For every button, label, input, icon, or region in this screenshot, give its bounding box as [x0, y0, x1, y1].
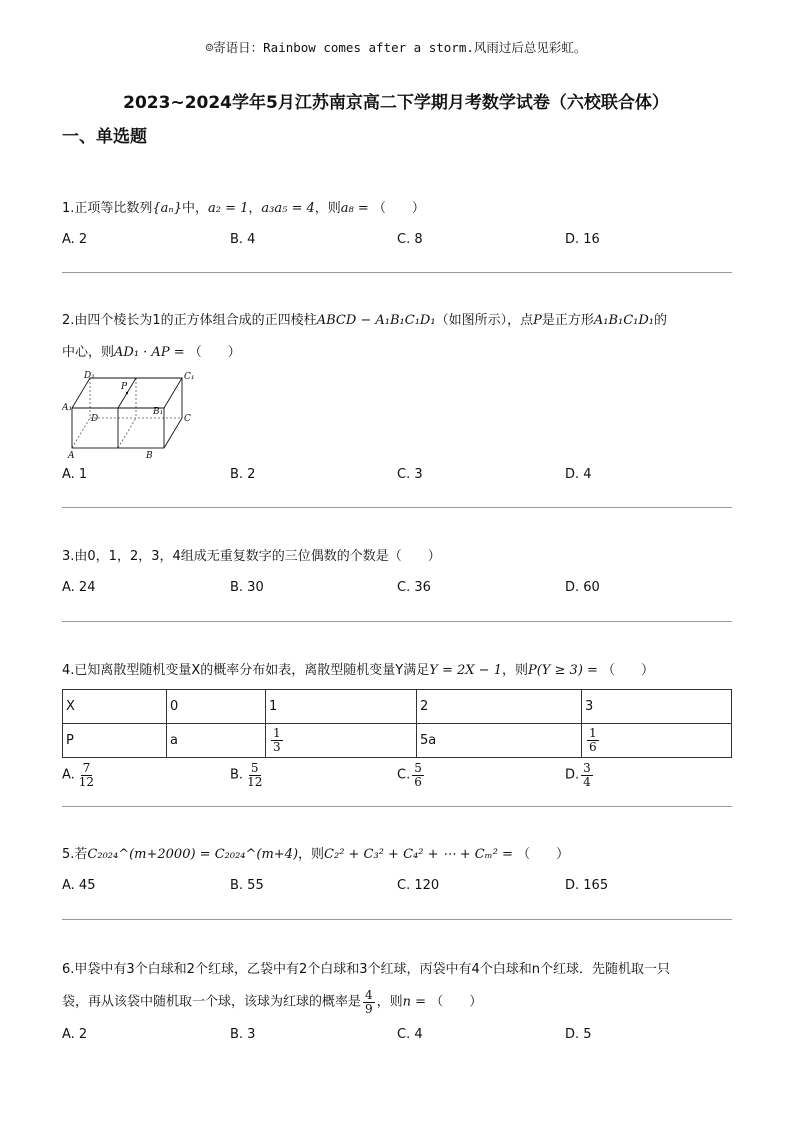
- question-6: [62, 961, 742, 1042]
- table-cell: a: [167, 724, 266, 758]
- option-b[interactable]: B. 3: [230, 1027, 256, 1042]
- question-6-options: [62, 1027, 742, 1047]
- question-5-options: [62, 878, 742, 898]
- table-row: [63, 724, 732, 758]
- question-3: [62, 548, 742, 595]
- question-1: [62, 200, 742, 247]
- question-4: [62, 662, 742, 680]
- divider: [62, 507, 732, 508]
- label-C1: C₁: [184, 372, 195, 382]
- option-c[interactable]: C. 8: [397, 232, 423, 247]
- label-A1: A₁: [62, 403, 73, 413]
- option-a[interactable]: A. $\frac{7}{12}$: [62, 761, 95, 789]
- motto-line: ☺寄语日：Rainbow comes after a storm.风雨过后总见彩虹。: [205, 40, 587, 55]
- option-b[interactable]: B. 30: [230, 580, 264, 595]
- question-2-stem: 2.由四个棱长为1的正方体组合成的正四棱柱ABCD − A₁B₁C₁D₁（如图所示），点P是正方形A₁B₁C₁D₁的: [62, 313, 668, 328]
- question-2-options: [62, 467, 742, 487]
- table-row: [63, 690, 732, 724]
- question-4-options: [62, 762, 742, 792]
- option-c[interactable]: C. 36: [397, 580, 431, 595]
- probability-table: [62, 689, 732, 758]
- divider: [62, 621, 732, 622]
- question-1-stem: 1.正项等比数列{aₙ}中，a₂ = 1，a₃a₅ = 4，则a₈ = （ ）: [62, 201, 425, 216]
- option-c[interactable]: C. 4: [397, 1027, 423, 1042]
- divider: [62, 806, 732, 807]
- question-5-stem: 5.若C₂₀₂₄^(m+2000) = C₂₀₂₄^(m+4)，则C₂² + C₃² + C₄² + ⋯ + Cₘ² = （ ）: [62, 847, 570, 862]
- table-cell: 2: [417, 690, 582, 724]
- option-b[interactable]: B. 55: [230, 878, 264, 893]
- label-C: C: [184, 414, 191, 424]
- table-cell: 1: [266, 690, 417, 724]
- question-4-stem: 4.已知离散型随机变量X的概率分布如表，离散型随机变量Y满足Y = 2X − 1，则P(Y ≥ 3) = （ ）: [62, 663, 655, 678]
- prism-figure: [62, 370, 202, 462]
- page-title: 2023~2024学年5月江苏南京高二下学期月考数学试卷（六校联合体）: [123, 93, 669, 113]
- option-d[interactable]: D. $\frac{3}{4}$: [565, 761, 591, 789]
- label-B: B: [146, 451, 153, 461]
- option-d[interactable]: D. 60: [565, 580, 600, 595]
- option-a[interactable]: A. 24: [62, 580, 96, 595]
- option-a[interactable]: A. 45: [62, 878, 96, 893]
- table-cell: X: [63, 690, 167, 724]
- divider: [62, 272, 732, 273]
- section-heading: 一、单选题: [62, 127, 147, 147]
- option-d[interactable]: D. 165: [565, 878, 609, 893]
- label-A: A: [68, 451, 75, 461]
- question-3-options: [62, 580, 742, 600]
- question-6-stem: 6.甲袋中有3个白球和2个红球，乙袋中有2个白球和3个红球，丙袋中有4个白球和n个红球．先随机取一只: [62, 962, 670, 977]
- option-d[interactable]: D. 5: [565, 1027, 592, 1042]
- option-a[interactable]: A. 2: [62, 1027, 88, 1042]
- question-3-stem: 3.由0，1，2，3，4组成无重复数字的三位偶数的个数是（ ）: [62, 549, 441, 564]
- table-cell: 3: [582, 690, 732, 724]
- label-P: P: [121, 382, 128, 392]
- option-d[interactable]: D. 4: [565, 467, 592, 482]
- question-5: [62, 846, 742, 893]
- table-cell: 0: [167, 690, 266, 724]
- table-cell: $\frac{1}{3}$: [266, 724, 417, 758]
- label-B1: B₁: [153, 407, 164, 417]
- option-a[interactable]: A. 1: [62, 467, 88, 482]
- option-c[interactable]: C. 3: [397, 467, 423, 482]
- table-cell: P: [63, 724, 167, 758]
- question-1-options: [62, 232, 742, 252]
- label-D: D: [91, 414, 99, 424]
- option-b[interactable]: B. $\frac{5}{12}$: [230, 761, 263, 789]
- option-b[interactable]: B. 2: [230, 467, 256, 482]
- label-D1: D₁: [84, 371, 95, 381]
- option-c[interactable]: C. $\frac{5}{6}$: [397, 761, 422, 789]
- table-cell: 5a: [417, 724, 582, 758]
- option-c[interactable]: C. 120: [397, 878, 440, 893]
- question-2: [62, 312, 742, 362]
- divider: [62, 919, 732, 920]
- question-2-stem-line2: 中心，则AD₁ · AP = （ ）: [62, 345, 241, 361]
- option-a[interactable]: A. 2: [62, 232, 88, 247]
- option-b[interactable]: B. 4: [230, 232, 256, 247]
- option-d[interactable]: D. 16: [565, 232, 600, 247]
- question-6-stem-line2: 袋，再从该袋中随机取一个球，该球为红球的概率是 $\frac{4}{9}$ ，则n = （ ）: [62, 988, 483, 1016]
- table-cell: $\frac{1}{6}$: [582, 724, 732, 758]
